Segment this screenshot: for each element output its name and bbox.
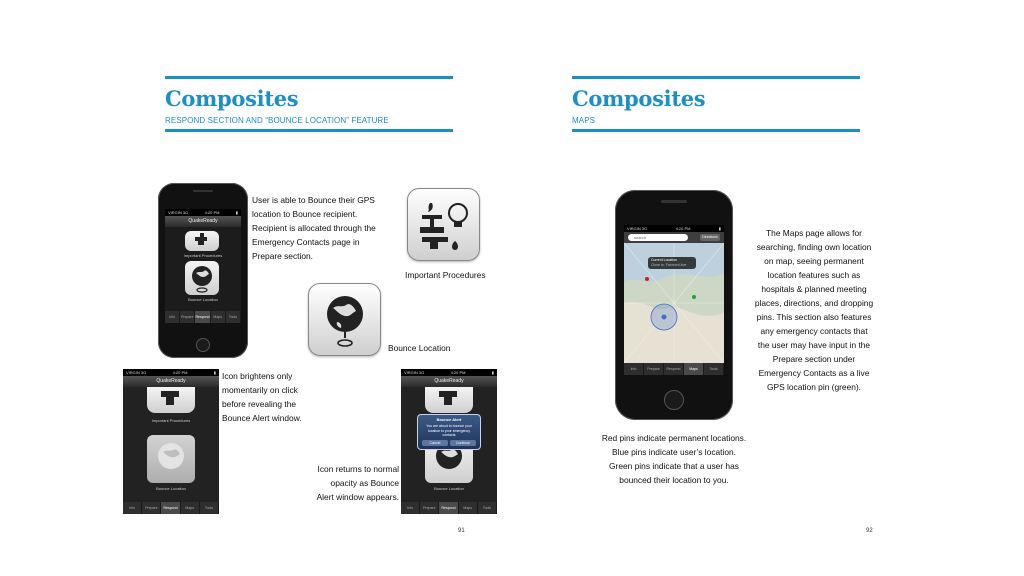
- carrier-text: VIRGIN 3G: [168, 210, 189, 215]
- tab-info[interactable]: Info: [624, 363, 644, 375]
- faucet-icon: [147, 387, 195, 413]
- phone-screen: [165, 209, 241, 323]
- tab-info[interactable]: Info: [165, 311, 180, 323]
- map-view[interactable]: [624, 243, 724, 363]
- red-pin[interactable]: [645, 277, 649, 281]
- faucet-icon: [425, 387, 473, 413]
- tab-maps[interactable]: Maps: [211, 311, 226, 323]
- label-bounce-location: Bounce Location: [388, 343, 451, 353]
- green-pin[interactable]: [692, 295, 696, 299]
- battery-icon: ▮: [235, 210, 238, 215]
- bounce-alert-dialog: [417, 414, 481, 450]
- important-procedures-tile[interactable]: [147, 387, 195, 413]
- globe-icon: [147, 435, 195, 483]
- header-rule-bottom: [572, 129, 860, 132]
- tile-label-bounce: Bounce Location: [188, 297, 218, 302]
- alert-cancel-button[interactable]: Cancel: [422, 440, 448, 446]
- phone-speaker: [193, 190, 213, 192]
- important-procedures-tile[interactable]: [185, 231, 219, 251]
- globe-icon: [185, 261, 219, 295]
- tab-tools[interactable]: Tools: [704, 363, 724, 375]
- phone-speaker: [661, 200, 687, 203]
- app-name: QuakeReady: [156, 378, 186, 384]
- status-bar: [123, 369, 219, 376]
- label-important-procedures: Important Procedures: [405, 270, 486, 280]
- important-procedures-big-icon: [407, 188, 480, 261]
- battery-icon: ▮: [491, 370, 494, 375]
- phone-maps: [615, 190, 733, 420]
- tab-respond[interactable]: Respond: [161, 502, 180, 514]
- home-button[interactable]: [664, 390, 684, 410]
- blue-pin[interactable]: [662, 315, 667, 320]
- time-text: 4:20 PM: [675, 226, 691, 231]
- globe-icon: [309, 284, 382, 357]
- page-number: 92: [866, 528, 873, 534]
- app-title-bar: [123, 376, 219, 387]
- tile-label-important: Important Procedures: [183, 253, 223, 258]
- battery-icon: ▮: [718, 226, 721, 231]
- app-title-bar: [401, 376, 497, 387]
- page-subtitle: RESPOND SECTION AND “BOUNCE LOCATION” FEATURE: [165, 116, 389, 125]
- tab-bar: [624, 363, 724, 375]
- carrier-text: VIRGIN 3G: [126, 370, 147, 375]
- screenshot-bounce-alert: [401, 369, 497, 514]
- caption-maps: The Maps page allows for searching, finding own location on map, seeing permanent location features such as hospitals & planned meeting places, directions, and dropping pins. This section also features any emergency contacts that the user may have input in the Prepare section under Emergency Contacts as a live GPS location pin (green).: [754, 228, 874, 392]
- tab-info[interactable]: Info: [123, 502, 142, 514]
- current-location-callout: [648, 257, 696, 269]
- tab-info[interactable]: Info: [401, 502, 420, 514]
- tab-respond[interactable]: Respond: [195, 311, 210, 323]
- time-text: 4:20 PM: [172, 370, 188, 375]
- alert-continue-button[interactable]: Continue: [450, 440, 476, 446]
- time-text: 4:20 PM: [204, 210, 220, 215]
- alert-message: You are about to bounce your location to your emergency contacts: [426, 424, 472, 437]
- page-subtitle: MAPS: [572, 116, 596, 125]
- tab-maps[interactable]: Maps: [684, 363, 704, 375]
- app-name: QuakeReady: [434, 378, 464, 384]
- callout-title: Current Location: [651, 258, 677, 262]
- status-bar: [165, 209, 241, 216]
- faucet-icon: [185, 231, 219, 251]
- tab-respond[interactable]: Respond: [664, 363, 684, 375]
- bounce-location-tile[interactable]: [185, 261, 219, 295]
- tab-prepare[interactable]: Prepare: [644, 363, 664, 375]
- app-title-bar: [165, 216, 241, 227]
- tab-tools[interactable]: Tools: [478, 502, 497, 514]
- tab-maps[interactable]: Maps: [459, 502, 478, 514]
- status-bar: [401, 369, 497, 376]
- tab-tools[interactable]: Tools: [226, 311, 241, 323]
- map-search-bar: [624, 232, 724, 243]
- header-rule-top: [165, 76, 453, 79]
- status-bar: [624, 225, 724, 232]
- page-number: 91: [458, 528, 465, 534]
- caption-brightens: Icon brightens only momentarily on click before revealing the Bounce Alert window.: [222, 371, 302, 423]
- tab-maps[interactable]: Maps: [181, 502, 200, 514]
- procedures-icon: [408, 189, 481, 262]
- app-name: QuakeReady: [188, 218, 218, 224]
- tab-bar: [123, 502, 219, 514]
- phone-screen: [624, 225, 724, 375]
- caption-pins: Red pins indicate permanent locations. Blue pins indicate user’s location. Green pins indicate that a user has bounced their location to you.: [601, 433, 747, 485]
- tab-prepare[interactable]: Prepare: [142, 502, 161, 514]
- tile-label-bounce: Bounce Location: [434, 486, 464, 491]
- bounce-location-big-icon: [308, 283, 381, 356]
- important-procedures-tile[interactable]: [425, 387, 473, 413]
- tab-prepare[interactable]: Prepare: [180, 311, 195, 323]
- tab-bar: [401, 502, 497, 514]
- alert-title: Bounce Alert: [436, 417, 462, 422]
- home-button[interactable]: [196, 338, 210, 352]
- right-page: [512, 0, 1024, 576]
- tile-label-bounce: Bounce Location: [156, 486, 186, 491]
- caption-returns: Icon returns to normal opacity as Bounce Alert window appears.: [316, 464, 399, 502]
- phone-respond: [158, 183, 248, 358]
- carrier-text: VIRGIN 3G: [627, 226, 648, 231]
- bounce-location-tile-bright[interactable]: [147, 435, 195, 483]
- tab-prepare[interactable]: Prepare: [420, 502, 439, 514]
- battery-icon: ▮: [213, 370, 216, 375]
- callout-subtitle: Close to: Fairmont Ave: [651, 262, 687, 267]
- screenshot-icon-brightened: [123, 369, 219, 514]
- page-title: Composites: [165, 86, 299, 111]
- tab-bar: [165, 311, 241, 323]
- page-title: Composites: [572, 86, 706, 111]
- tile-label-important: Important Procedures: [151, 418, 191, 423]
- tab-respond[interactable]: Respond: [439, 502, 458, 514]
- tab-tools[interactable]: Tools: [200, 502, 219, 514]
- header-rule-top: [572, 76, 860, 79]
- header-rule-bottom: [165, 129, 453, 132]
- map-search-input[interactable]: search: [628, 234, 688, 241]
- caption-bounce: User is able to Bounce their GPS location to Bounce recipient. Recipient is allocated through the Emergency Contacts page in Prepare section.: [252, 195, 376, 261]
- directions-button[interactable]: Directions: [700, 234, 720, 241]
- time-text: 4:20 PM: [450, 370, 466, 375]
- carrier-text: VIRGIN 3G: [404, 370, 425, 375]
